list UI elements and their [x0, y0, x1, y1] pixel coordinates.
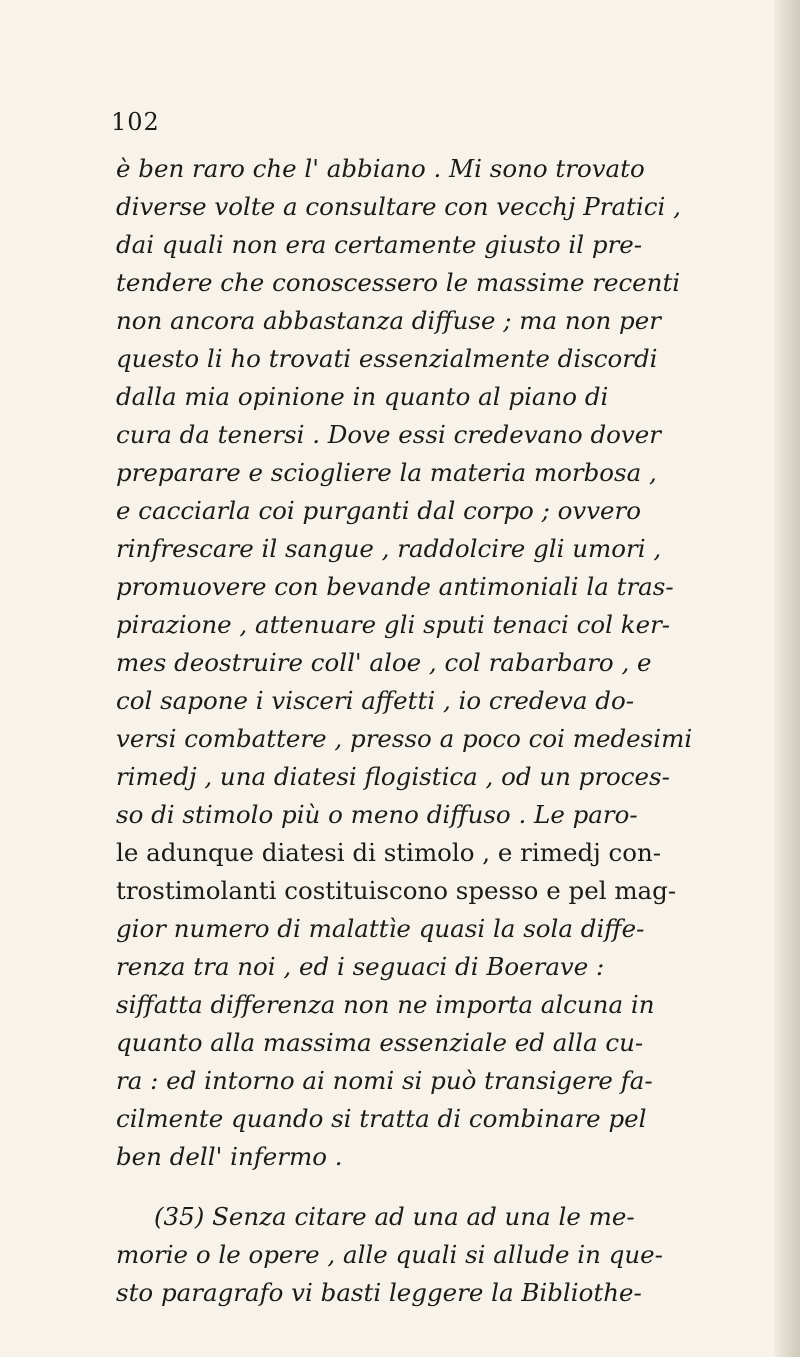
- text-line: so di stimolo più o meno diffuso . Le paro-: [116, 800, 638, 829]
- main-paragraph: [116, 150, 756, 1176]
- text-line: promuovere con bevande antimoniali la tras-: [116, 572, 674, 601]
- text-line: mes deostruire coll' aloe , col rabarbaro , e: [116, 648, 652, 677]
- text-line: cura da tenersi . Dove essi credevano dover: [116, 420, 661, 449]
- footnote-line: sto paragrafo vi basti leggere la Bibliothe-: [116, 1278, 642, 1307]
- text-line: preparare e sciogliere la materia morbosa ,: [116, 458, 657, 487]
- footnote-line: morie o le opere , alle quali si allude in que-: [116, 1240, 663, 1269]
- text-line: diverse volte a consultare con vecchj Pratici ,: [116, 192, 681, 221]
- text-line: col sapone i visceri affetti , io credeva do-: [116, 686, 634, 715]
- text-line: pirazione , attenuare gli sputi tenaci col ker-: [116, 610, 671, 639]
- text-line: tendere che conoscessero le massime recenti: [116, 268, 681, 297]
- page-body: [116, 150, 756, 1312]
- text-line: gior numero di malattìe quasi la sola diffe-: [116, 914, 645, 943]
- footnote-line: (35) Senza citare ad una ad una le me-: [154, 1202, 635, 1231]
- page-edge-shadow: [774, 0, 800, 1357]
- text-line: quanto alla massima essenziale ed alla cu-: [116, 1028, 644, 1057]
- text-line: dalla mia opinione in quanto al piano di: [116, 382, 609, 411]
- paragraph-spacer: [116, 1176, 756, 1198]
- text-line: dai quali non era certamente giusto il pre-: [116, 230, 643, 259]
- text-line: ra : ed intorno ai nomi si può transigere fa-: [116, 1066, 653, 1095]
- text-line: rimedj , una diatesi flogistica , od un proces-: [116, 762, 670, 791]
- text-line: questo li ho trovati essenzialmente discordi: [116, 344, 658, 373]
- text-line: siffatta differenza non ne importa alcuna in: [116, 990, 655, 1019]
- footnote-paragraph: [116, 1198, 756, 1312]
- text-line: cilmente quando si tratta di combinare pel: [116, 1104, 647, 1133]
- text-line: e cacciarla coi purganti dal corpo ; ovvero: [116, 496, 642, 525]
- text-line: trostimolanti costituiscono spesso e pel mag-: [116, 876, 677, 905]
- text-line: non ancora abbastanza diffuse ; ma non per: [116, 306, 661, 335]
- text-line: le adunque diatesi di stimolo , e rimedj con-: [116, 838, 662, 867]
- text-line: è ben raro che l' abbiano . Mi sono trovato: [116, 154, 645, 183]
- text-line: renza tra noi , ed i seguaci di Boerave :: [116, 952, 605, 981]
- text-line: rinfrescare il sangue , raddolcire gli umori ,: [116, 534, 662, 563]
- page-number: 102: [111, 108, 160, 136]
- text-line: versi combattere , presso a poco coi medesimi: [116, 724, 693, 753]
- text-line: ben dell' infermo .: [116, 1142, 343, 1171]
